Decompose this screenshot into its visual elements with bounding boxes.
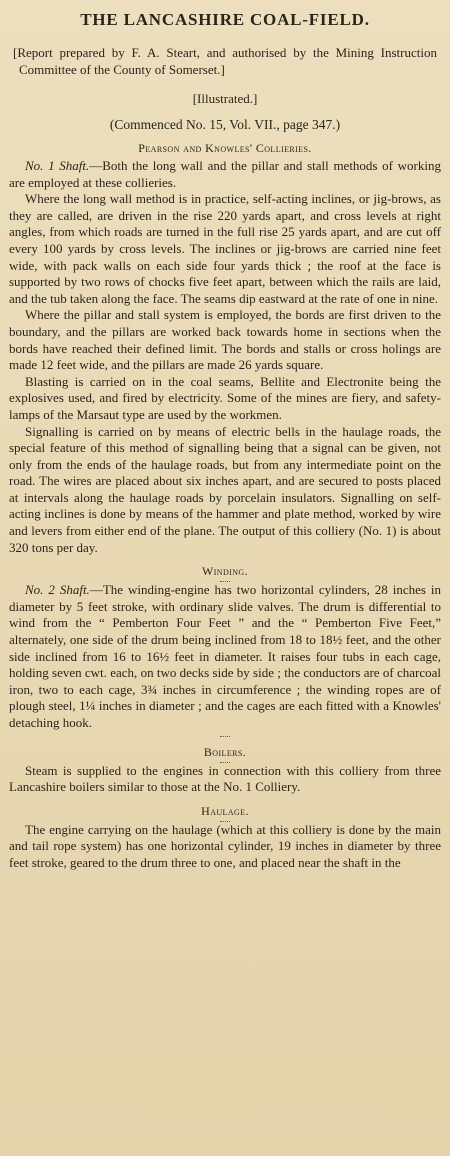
paragraph-shaft-2 — [9, 582, 441, 731]
continuation-note: (Commenced No. 15, Vol. VII., page 347.) — [109, 117, 341, 132]
paragraph-signalling: Signalling is carried on by means of electric bells in the haulage roads, the special feature of this method of signalling being that a signal can be given, not only from the ends of the haulage roads, but from any intermediate point on the road. The wires are placed about six inches apart, and are secured to posts placed at intervals along the haulage roads by porcelain insulators. Signalling on self-acting inclines is done by means of the hammer and plate method, worked by wire and levers from either end of the plane. The output of this colliery (No. 1) is about 320 tons per day. — [9, 423, 441, 555]
paragraph-haulage: The engine carrying on the haulage (which at this colliery is done by the main and tail rope system) has one horizontal cylinder, 19 inches in diameter by three feet stroke, geared to the drum three to one, and placed near the shaft in the — [9, 821, 441, 870]
shaft-1-label: No. 1 Shaft. — [25, 158, 90, 173]
section-heading-collieries: Pearson and Knowles' Collieries. — [138, 141, 312, 155]
article-title: THE LANCASHIRE COAL-FIELD. — [80, 10, 370, 29]
shaft-2-text: —The winding-engine has two horizontal cylinders, 28 inches in diameter by 5 feet stroke, with ordinary slide valves. The drum is differential to wind from the “ Pemberton Four Feet ” and the “ Pemberton Five Feet,” alternately, one side of the drum being inclined from 18 to 18½ feet, and the other side inclined from 16 to 16½ feet in diameter. It raises four tubs in each cage, holding seven cwt. each, on two decks side by side ; the conductors are of charcoal iron, two to each cage, 3¾ inches in circumference ; the winding ropes are of plough steel, 1¼ inches in diameter ; and the cages are each fitted with a Knowles' detaching hook. — [9, 582, 441, 730]
paragraph-boilers: Steam is supplied to the engines in connection with this colliery from three Lancashire boilers similar to those at the No. 1 Colliery. — [9, 762, 441, 795]
paragraph-blasting: Blasting is carried on in the coal seams, Bellite and Electronite being the explosives used, and fired by electricity. Some of the mines are fiery, and safety-lamps of the Marsaut type are used by the workmen. — [9, 373, 441, 422]
section-heading-winding: Winding. — [202, 564, 248, 579]
shaft-1-text: —Both the long wall and the pillar and stall methods of working are employed at these collieries. — [9, 158, 441, 190]
report-credit: [Report prepared by F. A. Steart, and authorised by the Mining Instruction Committee of the County of Somerset.] — [13, 45, 437, 77]
illustrated-note: [Illustrated.] — [192, 91, 258, 106]
heading-rule — [220, 736, 230, 737]
section-heading-haulage: Haulage. — [201, 803, 249, 818]
paragraph-pillar-stall: Where the pillar and stall system is employed, the bords are first driven to the boundary, and the pillars are worked back towards home in sections when the bords have reached their defined limit. The bords and stalls or cross holings are made 12 feet wide, and the pillars are made 26 yards square. — [9, 307, 441, 373]
shaft-2-label: No. 2 Shaft. — [25, 582, 90, 598]
paragraph-shaft-1 — [9, 158, 441, 191]
section-heading-boilers: Boilers. — [203, 744, 247, 759]
paragraph-long-wall: Where the long wall method is in practice, self-acting inclines, or jig-brows, as they are called, are driven in the rise 220 yards apart, and cross levels at right angles, from which roads are turned in the full rise 25 yards apart, and are cut off every 100 yards by cross levels. The inclines or jig-brows are carried nine feet wide, with pack walls on each side four yards thick ; the roof at the face is supported by two rows of chocks five feet apart, between which the rails are laid, and the tub taken along the face. The seams dip eastward at the rate of one in nine. — [9, 191, 441, 306]
